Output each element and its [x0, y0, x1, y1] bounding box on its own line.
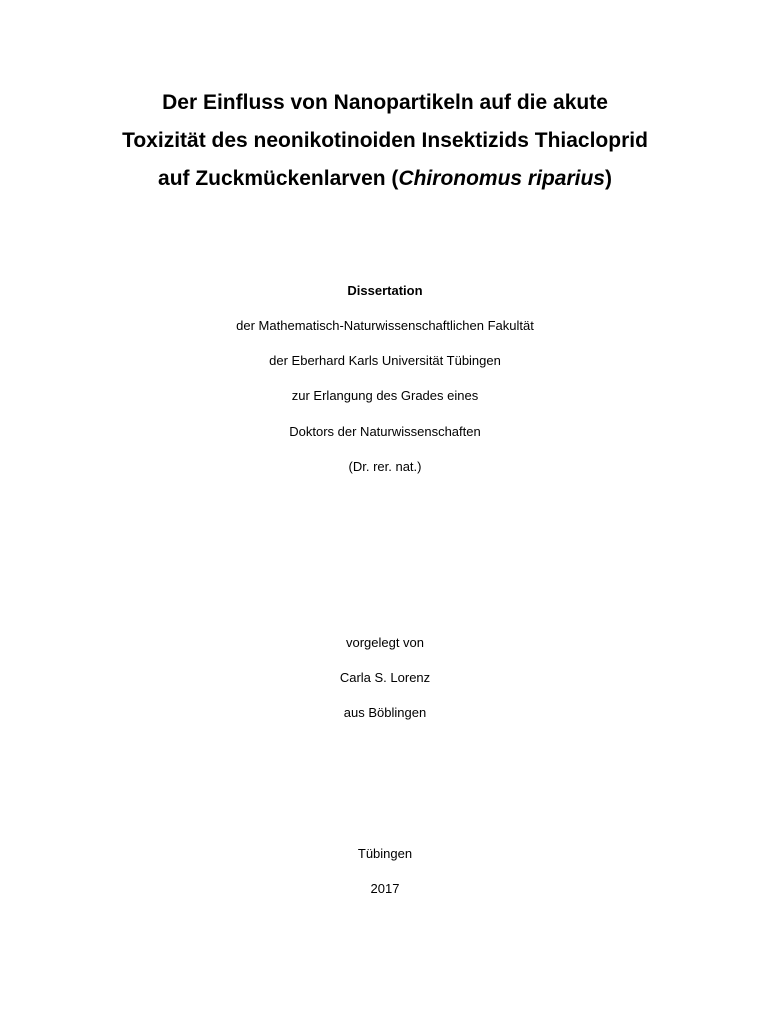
university-line: der Eberhard Karls Universität Tübingen [269, 353, 501, 368]
document-type: Dissertation [347, 283, 423, 298]
degree-abbrev-line: (Dr. rer. nat.) [348, 459, 422, 474]
species-name: Chironomus riparius [398, 167, 605, 190]
faculty-line: der Mathematisch-Naturwissenschaftlichen Fakultät [236, 318, 534, 333]
title-line-1: Der Einfluss von Nanopartikeln auf die akute [162, 91, 608, 114]
purpose-line: zur Erlangung des Grades eines [291, 388, 479, 403]
place-line: Tübingen [357, 846, 413, 861]
title-line-3-suffix: ) [604, 167, 612, 190]
presented-by-line: vorgelegt von [345, 635, 425, 650]
year-line: 2017 [370, 881, 400, 896]
title-line-2: Toxizität des neonikotinoiden Insektizids Thiacloprid [122, 129, 648, 152]
title-line-3-prefix: auf Zuckmückenlarven ( [158, 167, 399, 190]
thesis-title [40, 84, 730, 198]
title-line-3 [40, 160, 730, 198]
degree-line: Doktors der Naturwissenschaften [289, 424, 481, 439]
author-name: Carla S. Lorenz [339, 670, 431, 685]
author-origin: aus Böblingen [343, 705, 427, 720]
